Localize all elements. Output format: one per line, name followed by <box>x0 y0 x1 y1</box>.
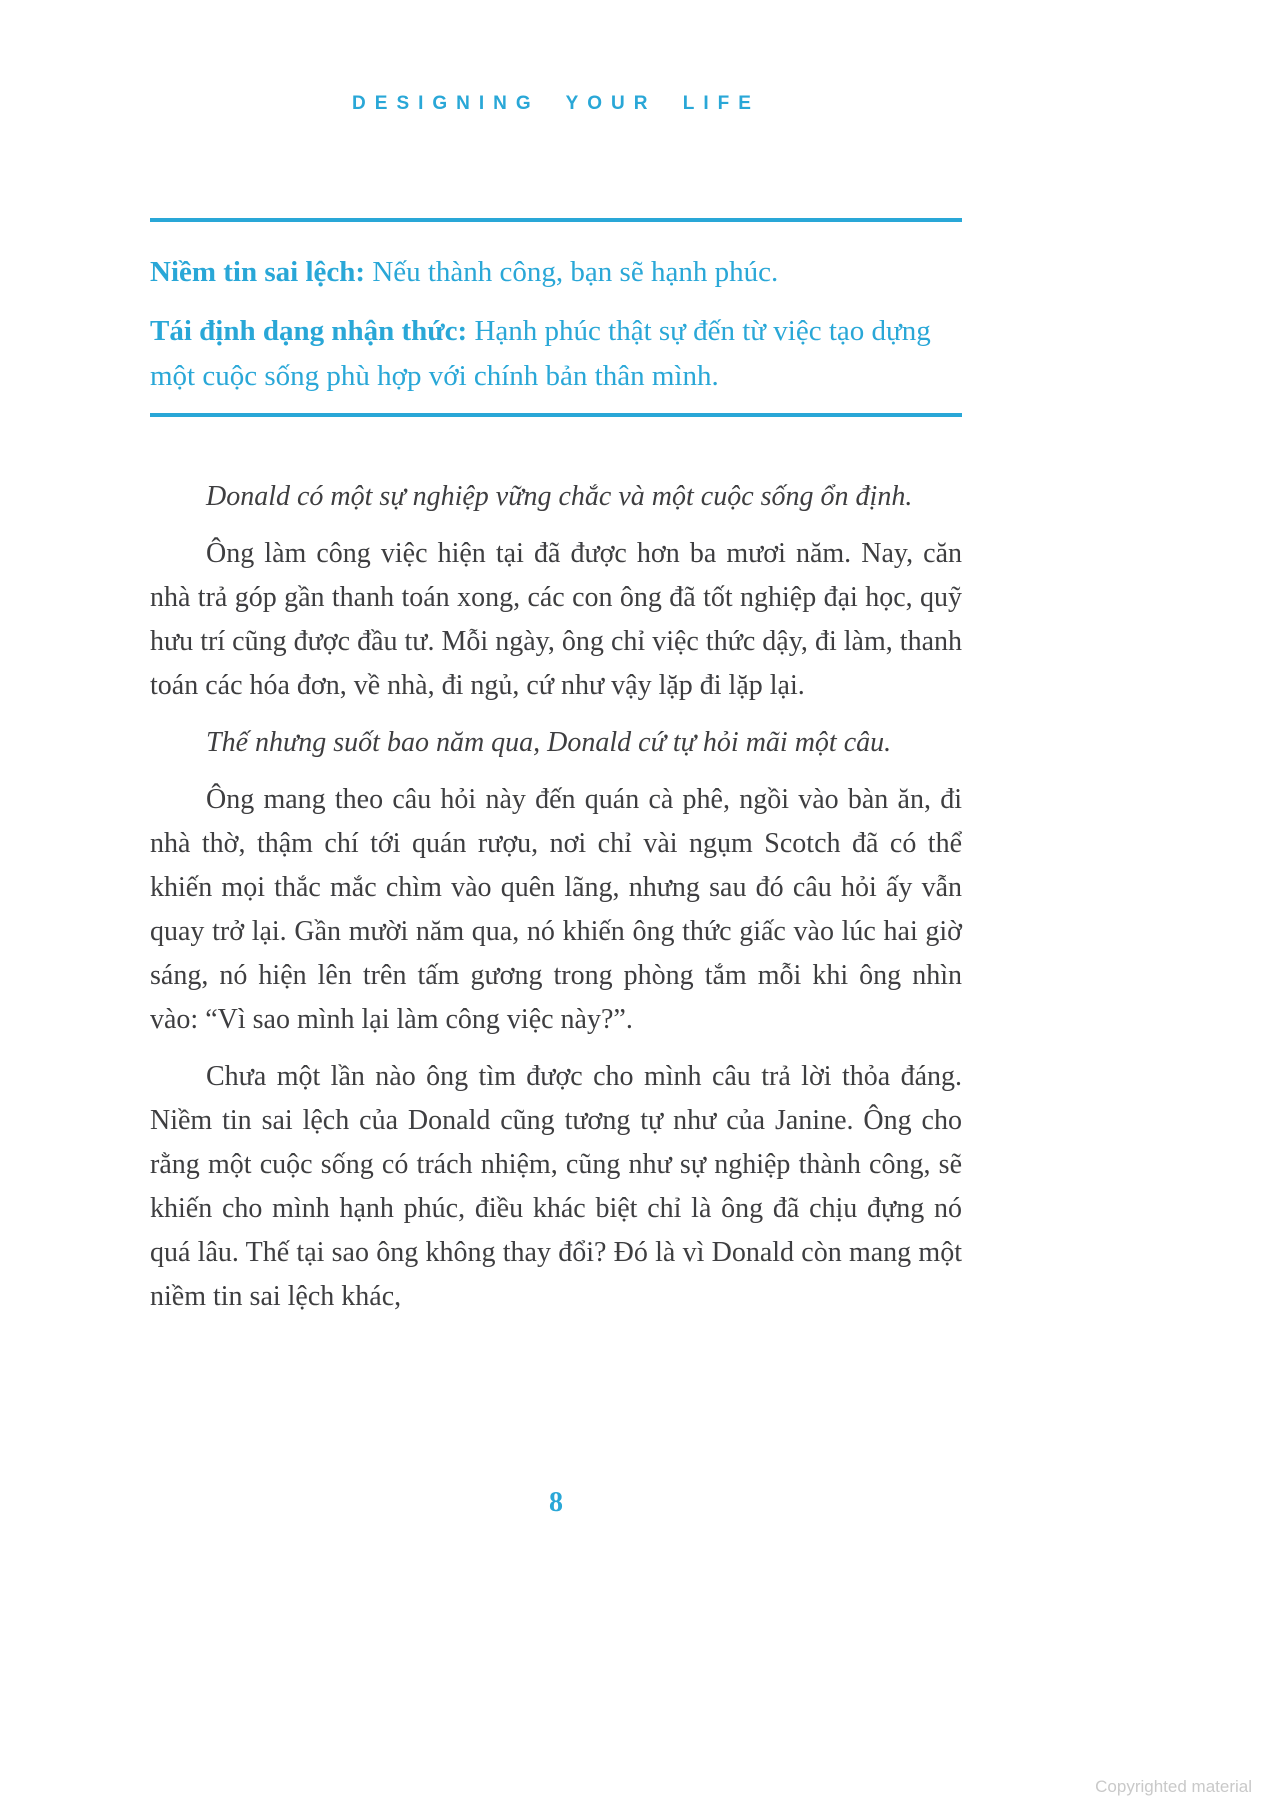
belief-callout <box>150 250 962 399</box>
dysfunctional-belief-line <box>150 250 962 295</box>
reframe-label: Tái định dạng nhận thức: <box>150 315 468 347</box>
dysfunctional-belief-label: Niềm tin sai lệch: <box>150 256 366 288</box>
reframe-text: Hạnh phúc thật sự đến từ việc tạo dựng một cuộc sống phù hợp với chính bản thân mình. <box>150 315 931 392</box>
dysfunctional-belief-text: Nếu thành công, bạn sẽ hạnh phúc. <box>372 256 779 288</box>
body-text <box>150 475 962 1319</box>
running-header: DESIGNING YOUR LIFE <box>352 93 760 114</box>
paragraph-italic-2: Thế nhưng suốt bao năm qua, Donald cứ tự hỏi mãi một câu. <box>206 727 892 758</box>
paragraph-4: Chưa một lần nào ông tìm được cho mình câu trả lời thỏa đáng. Niềm tin sai lệch của Donald cũng tương tự như của Janine. Ông cho rằng một cuộc sống có trách nhiệm, cũng như sự nghiệp thành công, sẽ khiến cho mình hạnh phúc, điều khác biệt chỉ là ông đã chịu đựng nó quá lâu. Thế tại sao ông không thay đổi? Đó là vì Donald còn mang một niềm tin sai lệch khác, <box>150 1061 962 1312</box>
divider-top <box>150 218 962 222</box>
paragraph-2: Ông làm công việc hiện tại đã được hơn ba mươi năm. Nay, căn nhà trả góp gần thanh toán xong, các con ông đã tốt nghiệp đại học, quỹ hưu trí cũng được đầu tư. Mỗi ngày, ông chỉ việc thức dậy, đi làm, thanh toán các hóa đơn, về nhà, đi ngủ, cứ như vậy lặp đi lặp lại. <box>150 538 962 701</box>
page-content <box>150 0 962 1332</box>
paragraph-italic-1: Donald có một sự nghiệp vững chắc và một cuộc sống ổn định. <box>206 481 913 512</box>
copyright-notice: Copyrighted material <box>1095 1777 1252 1796</box>
paragraph-3: Ông mang theo câu hỏi này đến quán cà phê, ngồi vào bàn ăn, đi nhà thờ, thậm chí tới quán rượu, nơi chỉ vài ngụm Scotch đã có thể khiến mọi thắc mắc chìm vào quên lãng, nhưng sau đó câu hỏi ấy vẫn quay trở lại. Gần mười năm qua, nó khiến ông thức giấc vào lúc hai giờ sáng, nó hiện lên trên tấm gương trong phòng tắm mỗi khi ông nhìn vào: “Vì sao mình lại làm công việc này?”. <box>150 784 962 1035</box>
page-number: 8 <box>549 1487 563 1518</box>
reframe-line <box>150 309 962 399</box>
divider-bottom <box>150 413 962 417</box>
